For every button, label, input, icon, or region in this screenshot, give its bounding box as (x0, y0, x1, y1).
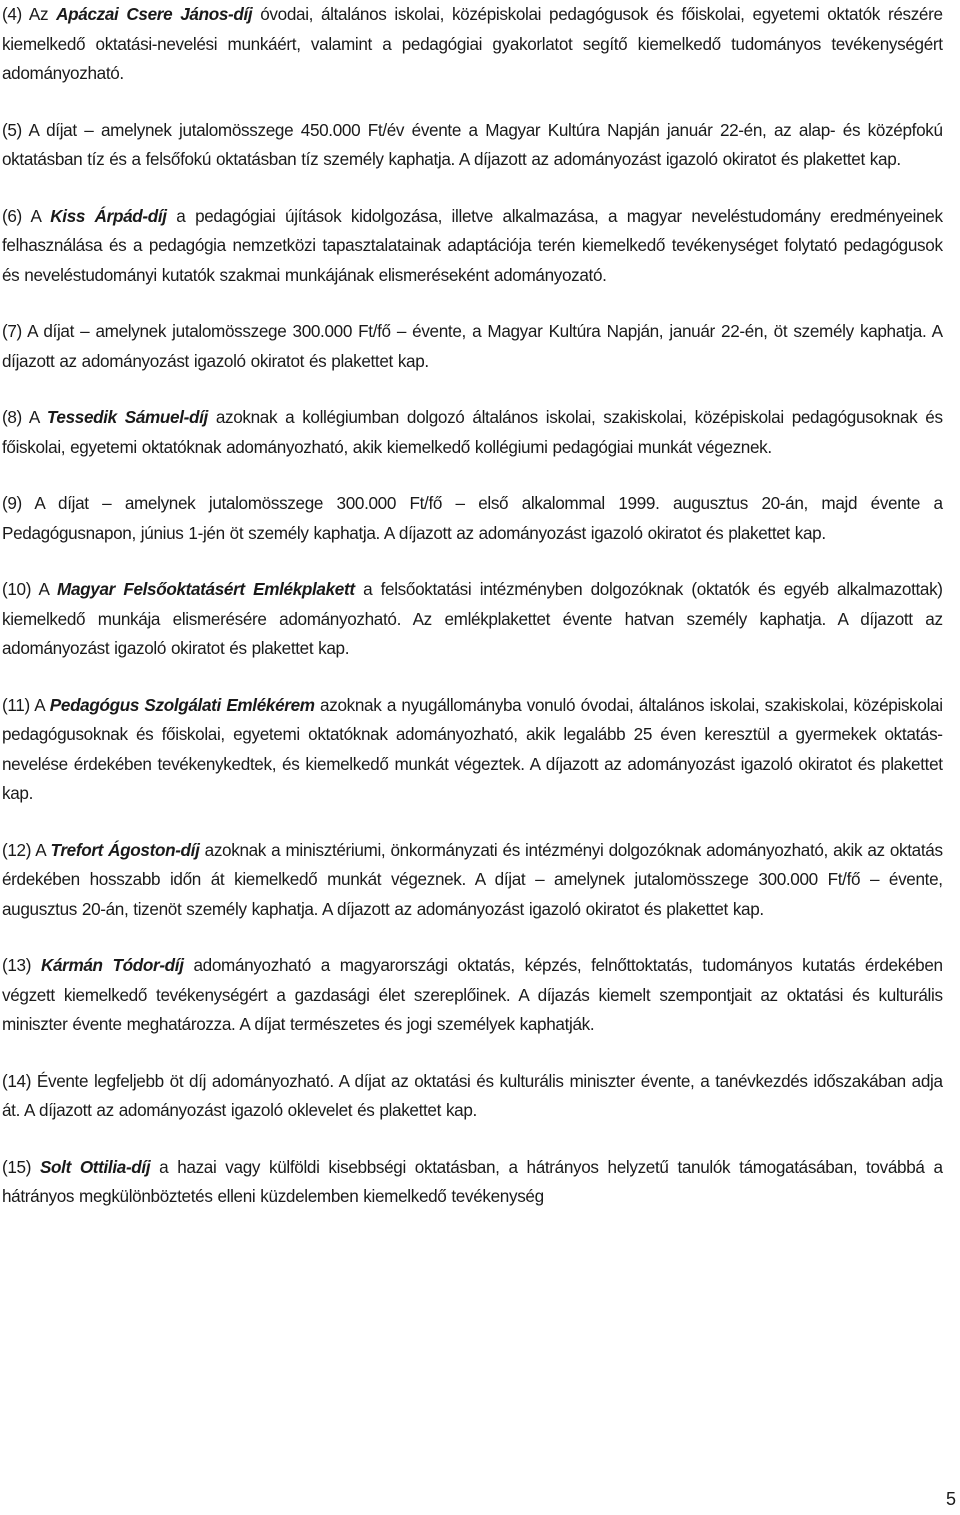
paragraph-text: (5) A díjat – amelynek jutalomösszege 450.000 Ft/év évente a Magyar Kultúra Napján január 22-én, az alap- és középfokú oktatásban tíz és a felsőfokú oktatásban tíz személy kaphatja. A díjazott az adományozást igazoló okiratot és plakettet kap. (2, 119, 943, 169)
paragraph-text: (6) A (2, 205, 51, 226)
paragraph-text: (12) A (2, 839, 51, 860)
paragraph-4 (2, 0, 943, 89)
paragraph-text: azoknak a kollégiumban dolgozó általános iskolai, szakiskolai, középiskolai pedagógusoknak és főiskolai, egyetemi oktatóknak adományozható, akik kiemelkedő kollégiumi pedagógiai munkát végeznek. (2, 407, 943, 457)
award-name: Kármán Tódor-díj (40, 955, 184, 975)
paragraph-text: azoknak a nyugállományba vonuló óvodai, általános iskolai, szakiskolai, középiskolai pedagógusoknak és főiskolai, egyetemi oktatóknak adományozható, akik legalább 25 éven keresztül a gyermekek oktatás-nevelése érdekében tevékenykedtek, és kiemelkedő munkát végeztek. A díjazott az adományozást igazoló okiratot és plakettet kap. (2, 694, 943, 803)
paragraph-text: a felsőoktatási intézményben dolgozóknak (oktatók és egyéb alkalmazottak) kiemelkedő munkája elismerésére adományozható. Az emlékplakettet évente hatvan személy kaphatja. A díjazott az adományozást igazoló okiratot és plakettet kap. (2, 579, 943, 658)
paragraph-text: (9) A díjat – amelynek jutalomösszege 300.000 Ft/fő – első alkalommal 1999. augusztus 20-án, majd évente a Pedagógusnapon, június 1-jén öt személy kaphatja. A díjazott az adományozást igazoló okiratot és plakettet kap. (2, 493, 943, 543)
paragraph-text: (4) Az (2, 4, 57, 24)
paragraph-9 (2, 489, 943, 548)
paragraph-15 (2, 1153, 943, 1212)
paragraph-text: óvodai, általános iskolai, középiskolai pedagógusok és főiskolai, egyetemi oktatók részére kiemelkedő oktatási-nevelési munkáért, valamint a pedagógiai gyakorlatot segítő kiemelkedő tudományos tevékenységért adományozható. (2, 4, 943, 83)
paragraph-text: (11) A (2, 694, 50, 715)
paragraph-text: (15) (2, 1156, 40, 1177)
paragraph-text: (7) A díjat – amelynek jutalomösszege 300.000 Ft/fő – évente, a Magyar Kultúra Napján, január 22-én, öt személy kaphatja. A díjazott az adományozást igazoló okiratot és plakettet kap. (2, 321, 943, 371)
paragraph-10 (2, 575, 943, 664)
award-name: Apáczai Csere János-díj (56, 4, 253, 24)
paragraph-12 (2, 836, 943, 925)
paragraph-text: (10) A (2, 579, 58, 599)
paragraph-text: (13) (2, 955, 41, 975)
paragraph-8 (2, 403, 943, 462)
paragraph-text: adományozható a magyarországi oktatás, képzés, felnőttoktatás, tudományos kutatás érdekében végzett kiemelkedő tevékenységért a gazdasági élet szereplőinek. A díjazás kiemelt szempontjait az oktatási és kulturális miniszter évente meghatározza. A díjat természetes és jogi személyek kaphatják. (2, 955, 943, 1034)
award-name: Pedagógus Szolgálati Emlékérem (49, 694, 315, 715)
paragraph-11 (2, 691, 943, 809)
paragraph-14 (2, 1067, 943, 1126)
paragraph-text: a hazai vagy külföldi kisebbségi oktatásban, a hátrányos helyzetű tanulók támogatásában, továbbá a hátrányos megkülönböztetés elleni küzdelemben kiemelkedő tevékenység (2, 1156, 943, 1206)
paragraph-text: azoknak a minisztériumi, önkormányzati és intézményi dolgozóknak adományozható, akik az oktatás érdekében hosszabb időn át kiemelkedő munkát végeznek. A díjat – amelynek jutalomösszege 300.000 Ft/fő – évente, augusztus 20-án, tizenöt személy kaphatja. A díjazott az adományozást igazoló okiratot és plakettet kap. (2, 839, 943, 919)
award-name: Magyar Felsőoktatásért Emlékplakett (57, 579, 355, 599)
paragraph-5 (2, 116, 943, 175)
award-name: Tessedik Sámuel-díj (46, 407, 208, 427)
award-name: Solt Ottilia-díj (39, 1156, 151, 1177)
document-body (2, 0, 957, 1239)
award-name: Kiss Árpád-díj (50, 205, 167, 226)
paragraph-7 (2, 317, 943, 376)
page-number: 5 (945, 1489, 956, 1509)
award-name: Trefort Ágoston-díj (50, 839, 200, 860)
paragraph-text: (8) A (2, 407, 47, 427)
paragraph-text: (14) Évente legfeljebb öt díj adományozható. A díjat az oktatási és kulturális miniszter évente, a tanévkezdés időszakában adja át. A díjazott az adományozást igazoló oklevelet és plakettet kap. (2, 1070, 943, 1120)
paragraph-text: a pedagógiai újítások kidolgozása, illetve alkalmazása, a magyar neveléstudomány eredményeinek felhasználása és a pedagógia nemzetközi tapasztalatainak adaptációja terén kiemelkedő tevékenységet folytató pedagógusok és neveléstudományi kutatók szakmai munkájának elismeréseként adományozató. (2, 205, 943, 285)
paragraph-13 (2, 951, 943, 1040)
paragraph-6 (2, 202, 943, 291)
